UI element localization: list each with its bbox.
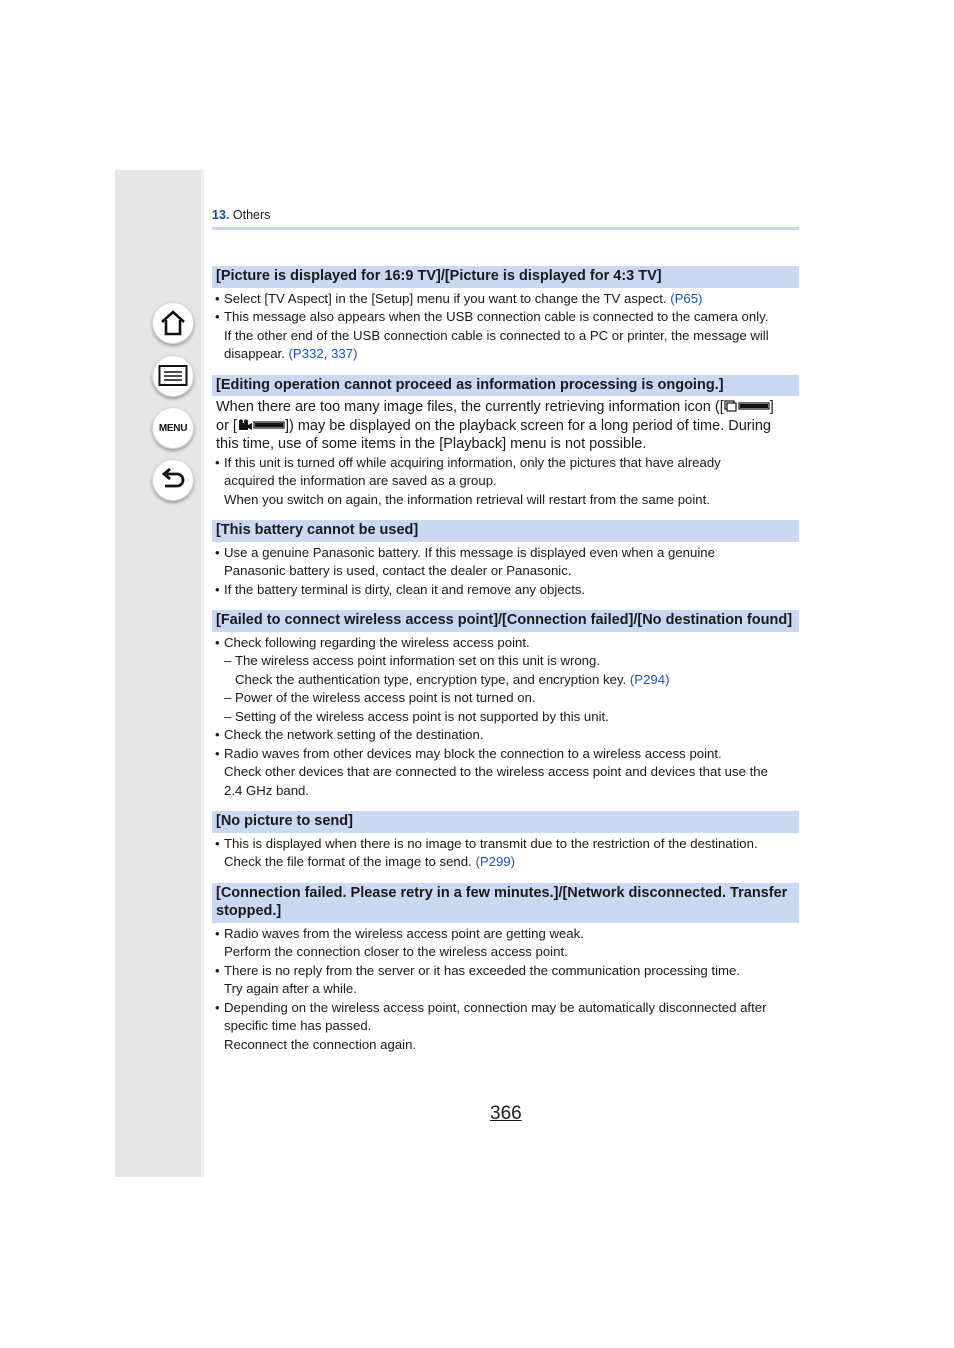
section-connection-retry: [212, 883, 799, 1055]
retrieving-video-info-icon: [237, 418, 285, 432]
list-item-continuation: Try again after a while.: [224, 981, 357, 996]
para-text: or [: [216, 417, 237, 434]
sub-list-item: – Setting of the wireless access point is not supported by this unit.: [212, 708, 799, 727]
return-arrow-icon: [159, 467, 187, 493]
page-link-p299[interactable]: (P299): [475, 854, 516, 869]
section-title: [Picture is displayed for 16:9 TV]/[Picture is displayed for 4:3 TV]: [212, 266, 799, 288]
item-text: Select [TV Aspect] in the [Setup] menu if you want to change the TV aspect.: [224, 290, 671, 306]
section-title: [This battery cannot be used]: [212, 520, 799, 542]
list-item: • This is displayed when there is no image to transmit due to the restriction of the destination.: [212, 835, 799, 854]
bullet-list: [212, 290, 799, 364]
home-button[interactable]: [152, 302, 194, 344]
sub-list-item: – Power of the wireless access point is not turned on.: [212, 689, 799, 708]
section-battery: [212, 520, 799, 599]
paragraph-line: this time, use of some items in the [Playback] menu is not possible.: [216, 436, 647, 452]
list-item-continuation: specific time has passed.: [224, 1018, 372, 1033]
section-title: [Failed to connect wireless access point]/[Connection failed]/[No destination found]: [212, 610, 799, 632]
page-number: 366: [490, 1103, 522, 1124]
item-text: Check the file format of the image to send.: [224, 854, 476, 869]
section-title: [Connection failed. Please retry in a few minutes.]/[Network disconnected. Transfer stopped.]: [212, 883, 799, 923]
section-no-picture: [212, 811, 799, 872]
list-item: • If the battery terminal is dirty, clean it and remove any objects.: [212, 581, 799, 600]
list-item-continuation: Check other devices that are connected to the wireless access point and devices that use the: [224, 764, 768, 779]
bullet-list: [212, 634, 799, 801]
header-rule: [212, 227, 799, 230]
menu-label: MENU: [158, 422, 188, 434]
list-item-continuation: [212, 345, 799, 364]
list-item-continuation: Panasonic battery is used, contact the dealer or Panasonic.: [224, 563, 572, 578]
list-item: • If this unit is turned off while acquiring information, only the pictures that have already: [212, 454, 799, 473]
paragraph-line: [212, 398, 799, 417]
section-title: [Editing operation cannot proceed as information processing is ongoing.]: [212, 375, 799, 397]
list-item: • Use a genuine Panasonic battery. If this message is displayed even when a genuine: [212, 544, 799, 563]
list-item-continuation: 2.4 GHz band.: [224, 782, 310, 798]
back-button[interactable]: [152, 459, 194, 501]
para-text: ]) may be displayed on the playback screen for a long period of time. During: [284, 417, 771, 434]
list-item: [212, 290, 799, 309]
link-separator: ,: [323, 346, 332, 361]
chapter-number: 13.: [212, 208, 230, 222]
paragraph-line: [212, 417, 799, 436]
chapter-title: Others: [232, 208, 271, 222]
page-link-p294[interactable]: (P294): [629, 671, 670, 687]
page-link-p337[interactable]: 337): [331, 346, 358, 361]
section-tv-aspect: [212, 266, 799, 364]
list-item: • Radio waves from other devices may block the connection to a wireless access point.: [212, 745, 799, 764]
bullet-list: [212, 925, 799, 1055]
side-nav-edge: [201, 170, 204, 1177]
para-text: ]: [769, 399, 774, 415]
chapter-header: [212, 208, 270, 222]
page-link-p65[interactable]: (P65): [670, 290, 703, 306]
item-text: disappear.: [224, 346, 289, 361]
bullet-list: [212, 544, 799, 600]
list-item-continuation: Perform the connection closer to the wireless access point.: [224, 944, 568, 959]
list-item: • Depending on the wireless access point, connection may be automatically disconnected after: [212, 999, 799, 1018]
retrieving-info-icon: [724, 399, 770, 413]
list-item-continuation: [212, 853, 799, 872]
list-item: • There is no reply from the server or it has exceeded the communication processing time.: [212, 962, 799, 981]
bullet-list: [212, 835, 799, 872]
home-icon: [159, 309, 187, 337]
list-item: • Radio waves from the wireless access point are getting weak.: [212, 925, 799, 944]
list-item-continuation: When you switch on again, the information retrieval will restart from the same point.: [224, 491, 710, 507]
para-text: When there are too many image files, the currently retrieving information icon ([: [216, 399, 724, 415]
contents-list-button[interactable]: [152, 355, 194, 397]
section-title: [No picture to send]: [212, 811, 799, 833]
sub-list-item-continuation: [212, 671, 799, 690]
bullet-list: [212, 454, 799, 510]
list-icon: [158, 364, 188, 388]
list-item: • Check the network setting of the destination.: [212, 726, 799, 745]
list-item: • Check following regarding the wireless access point.: [212, 634, 799, 653]
section-editing-operation: [212, 375, 799, 510]
sub-list-item: – The wireless access point information set on this unit is wrong.: [212, 652, 799, 671]
menu-button[interactable]: [152, 407, 194, 449]
page-content: [212, 266, 799, 1065]
list-item: • This message also appears when the USB connection cable is connected to the camera only.: [212, 308, 799, 327]
list-item-continuation: Reconnect the connection again.: [224, 1036, 417, 1052]
section-wireless-failed: [212, 610, 799, 800]
list-item-continuation: If the other end of the USB connection cable is connected to a PC or printer, the message will: [224, 327, 769, 343]
page-link-p332[interactable]: (P332: [288, 346, 324, 361]
item-text: Check the authentication type, encryption type, and encryption key.: [235, 671, 630, 687]
list-item-continuation: acquired the information are saved as a group.: [224, 473, 497, 488]
